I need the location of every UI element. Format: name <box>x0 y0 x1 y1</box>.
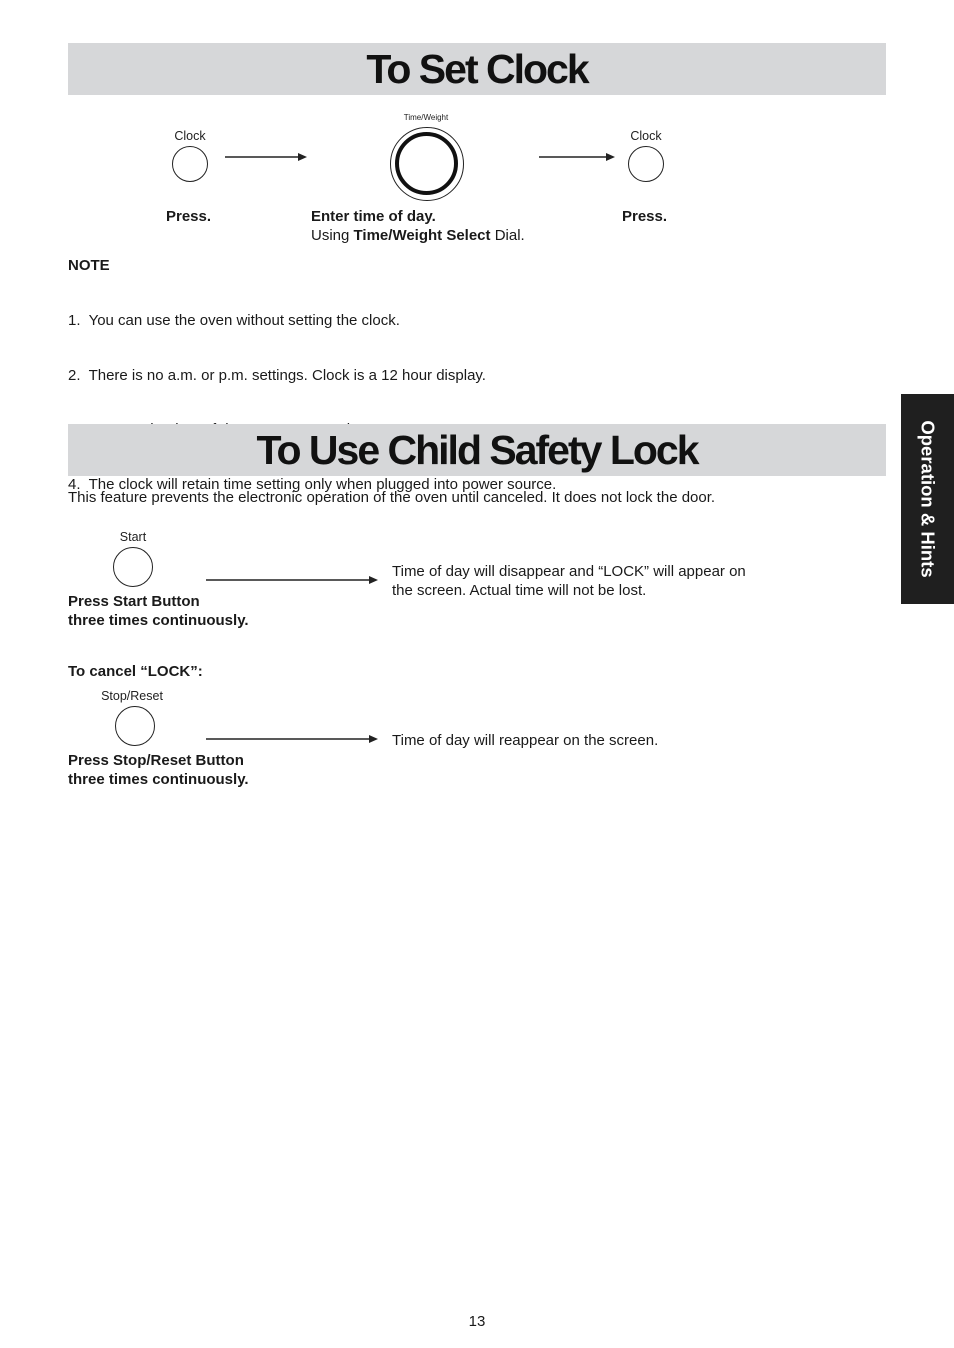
lock-result <box>392 563 746 600</box>
page-number: 13 <box>468 1313 486 1330</box>
caption-text: Dial. <box>490 226 525 244</box>
dial-ring-icon <box>395 132 458 195</box>
stop-reset-caption-line2: three times continuously. <box>68 770 249 788</box>
section-title-clock: To Set Clock <box>366 45 588 92</box>
stop-reset-caption-line1: Press Stop/Reset Button <box>68 752 244 769</box>
cancel-result: Time of day will reappear on the screen. <box>392 732 659 749</box>
section-title-lock: To Use Child Safety Lock <box>256 426 698 473</box>
side-tab <box>901 394 954 604</box>
section-banner-lock <box>68 424 886 476</box>
step2-caption <box>311 208 525 245</box>
stop-reset-button-icon <box>115 706 155 746</box>
arrow-icon <box>205 732 379 746</box>
time-weight-dial-label: Time/Weight <box>403 113 449 122</box>
note-item: 1. You can use the oven without setting the clock. <box>68 312 400 329</box>
clock-button-icon <box>628 146 664 182</box>
lock-result-line1: Time of day will disappear and “LOCK” will appear on <box>392 563 746 580</box>
caption-text-bold: Time/Weight Select <box>353 226 491 244</box>
clock-button-label: Clock <box>174 129 206 143</box>
note-item: 2. There is no a.m. or p.m. settings. Clock is a 12 hour display. <box>68 366 486 384</box>
time-weight-dial-icon <box>390 127 464 201</box>
start-caption-line2: three times continuously. <box>68 611 249 629</box>
lock-intro: This feature prevents the electronic operation of the oven until canceled. It does not lock the door. <box>68 489 716 506</box>
section-banner-clock <box>68 43 886 95</box>
step2-caption-line1: Enter time of day. <box>311 208 436 225</box>
start-button-label: Start <box>119 530 147 544</box>
note-item: 4. The clock will retain time setting only when plugged into power source. <box>68 475 557 493</box>
stop-reset-caption <box>68 752 249 789</box>
step3-caption: Press. <box>622 208 668 225</box>
start-caption <box>68 593 249 630</box>
lock-result-line2: the screen. Actual time will not be lost. <box>392 581 647 599</box>
stop-reset-button-label: Stop/Reset <box>101 689 163 703</box>
step2-caption-line2 <box>311 227 525 246</box>
start-button-icon <box>113 547 153 587</box>
arrow-icon <box>224 150 308 164</box>
clock-button-label: Clock <box>630 129 662 143</box>
step1-caption: Press. <box>166 208 212 225</box>
arrow-icon <box>538 150 616 164</box>
cancel-heading: To cancel “LOCK”: <box>68 663 203 680</box>
clock-button-icon <box>172 146 208 182</box>
note-list <box>68 276 556 512</box>
side-tab-label: Operation & Hints <box>917 420 939 578</box>
start-caption-line1: Press Start Button <box>68 593 200 610</box>
caption-text: Using <box>311 226 354 244</box>
arrow-icon <box>205 573 379 587</box>
note-heading: NOTE <box>68 257 110 274</box>
